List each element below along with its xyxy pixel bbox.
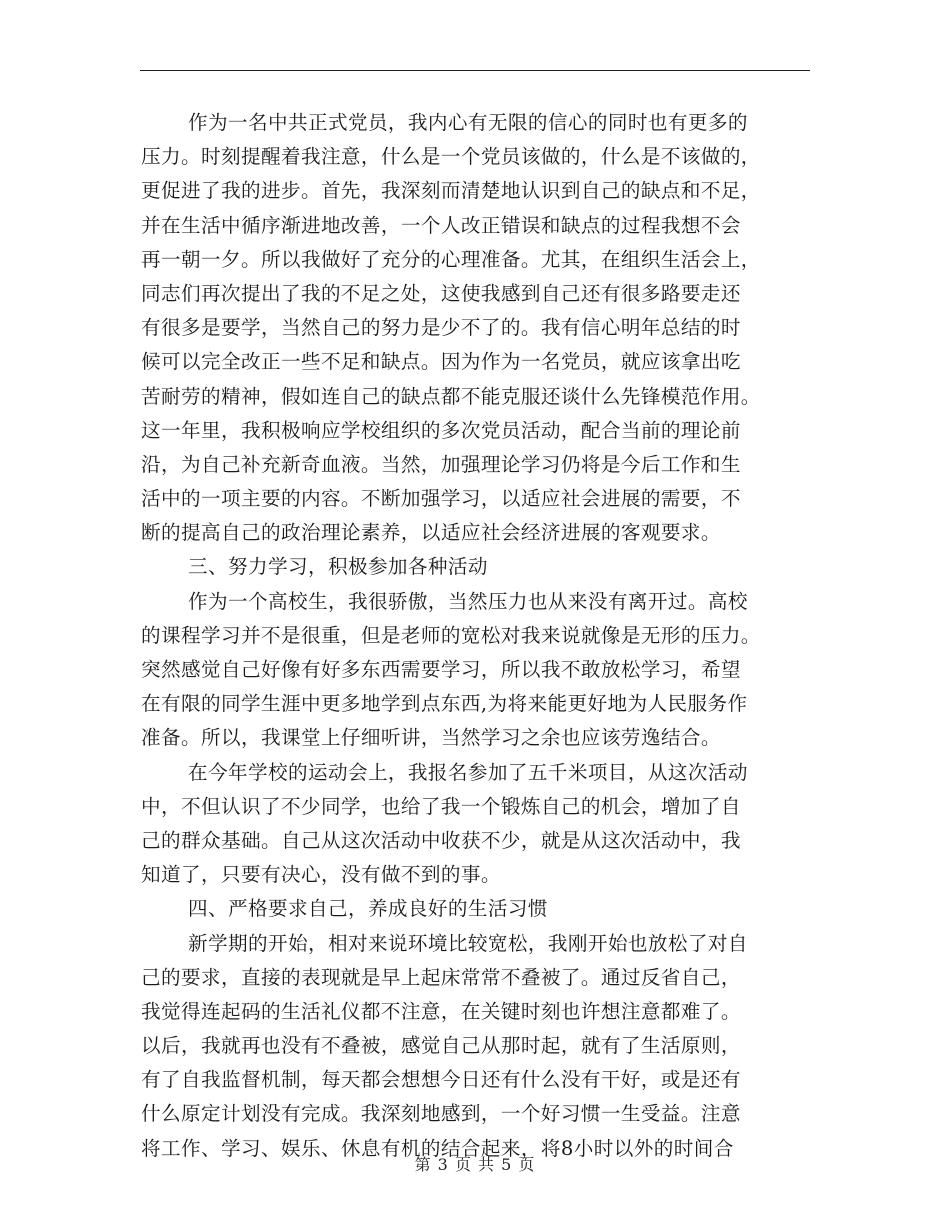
text-line: 有了自我监督机制，每天都会想想今日还有什么没有干好，或是还有	[141, 1068, 741, 1092]
text-line: 准备。所以，我课堂上仔细听讲，当然学习之余也应该劳逸结合。	[141, 726, 721, 750]
text-line: 以后，我就再也没有不叠被，感觉自己从那时起，就有了生活原则，	[141, 1034, 741, 1058]
text-line: 再一朝一夕。所以我做好了充分的心理准备。尤其，在组织生活会上，	[141, 247, 761, 271]
text-line: 作为一名中共正式党员，我内心有无限的信心的同时也有更多的	[188, 111, 748, 134]
text-line: 沿，为自己补充新奇血液。当然，加强理论学习仍将是今后工作和生	[141, 452, 741, 476]
text-line: 并在生活中循序渐进地改善，一个人改正错误和缺点的过程我想不会	[141, 213, 741, 237]
text-line: 三、努力学习，积极参加各种活动	[188, 555, 488, 579]
text-line: 更促进了我的进步。首先，我深刻而清楚地认识到自己的缺点和不足，	[141, 179, 761, 203]
text-line: 苦耐劳的精神，假如连自己的缺点都不能克服还谈什么先锋模范作用。	[141, 384, 761, 408]
text-line: 中，不但认识了不少同学，也给了我一个锻炼自己的机会，增加了自	[141, 794, 741, 818]
text-line: 四、严格要求自己，养成良好的生活习惯	[188, 897, 548, 921]
text-line: 候可以完全改正一些不足和缺点。因为作为一名党员，就应该拿出吃	[141, 350, 741, 374]
header-rule	[140, 70, 810, 71]
text-line: 压力。时刻提醒着我注意，什么是一个党员该做的，什么是不该做的，	[141, 145, 761, 169]
text-line: 将工作、学习、娱乐、休息有机的结合起来，将8小时以外的时间合	[141, 1136, 734, 1160]
text-line: 同志们再次提出了我的不足之处，这使我感到自己还有很多路要走还	[141, 281, 741, 305]
text-line: 什么原定计划没有完成。我深刻地感到，一个好习惯一生受益。注意	[141, 1102, 741, 1126]
text-line: 突然感觉自己好像有好多东西需要学习，所以我不敢放松学习，希望	[141, 658, 741, 681]
text-line: 作为一个高校生，我很骄傲，当然压力也从来没有离开过。高校	[188, 589, 748, 613]
text-line: 活中的一项主要的内容。不断加强学习，以适应社会进展的需要，不	[141, 487, 741, 511]
text-line: 知道了，只要有决心，没有做不到的事。	[141, 863, 501, 887]
text-line: 有很多是要学，当然自己的努力是少不了的。我有信心明年总结的时	[141, 316, 741, 340]
text-line: 在有限的同学生涯中更多地学到点东西,为将来能更好地为人民服务作	[141, 692, 748, 716]
text-line: 断的提高自己的政治理论素养，以适应社会经济进展的客观要求。	[141, 521, 721, 545]
text-line: 在今年学校的运动会上，我报名参加了五千米项目，从这次活动	[188, 760, 748, 784]
document-body	[141, 106, 811, 1166]
text-line: 己的群众基础。自己从这次活动中收获不少，就是从这次活动中，我	[141, 828, 741, 852]
text-line: 我觉得连起码的生活礼仪都不注意，在关键时刻也许想注意都难了。	[141, 999, 741, 1023]
text-line: 的课程学习并不是很重，但是老师的宽松对我来说就像是无形的压力。	[141, 623, 761, 647]
text-line: 己的要求，直接的表现就是早上起床常常不叠被了。通过反省自己，	[141, 965, 741, 989]
page-footer: 第 3 页 共 5 页	[414, 1155, 536, 1174]
text-line: 这一年里，我积极响应学校组织的多次党员活动，配合当前的理论前	[141, 418, 741, 442]
text-line: 新学期的开始，相对来说环境比较宽松，我刚开始也放松了对自	[188, 931, 748, 955]
